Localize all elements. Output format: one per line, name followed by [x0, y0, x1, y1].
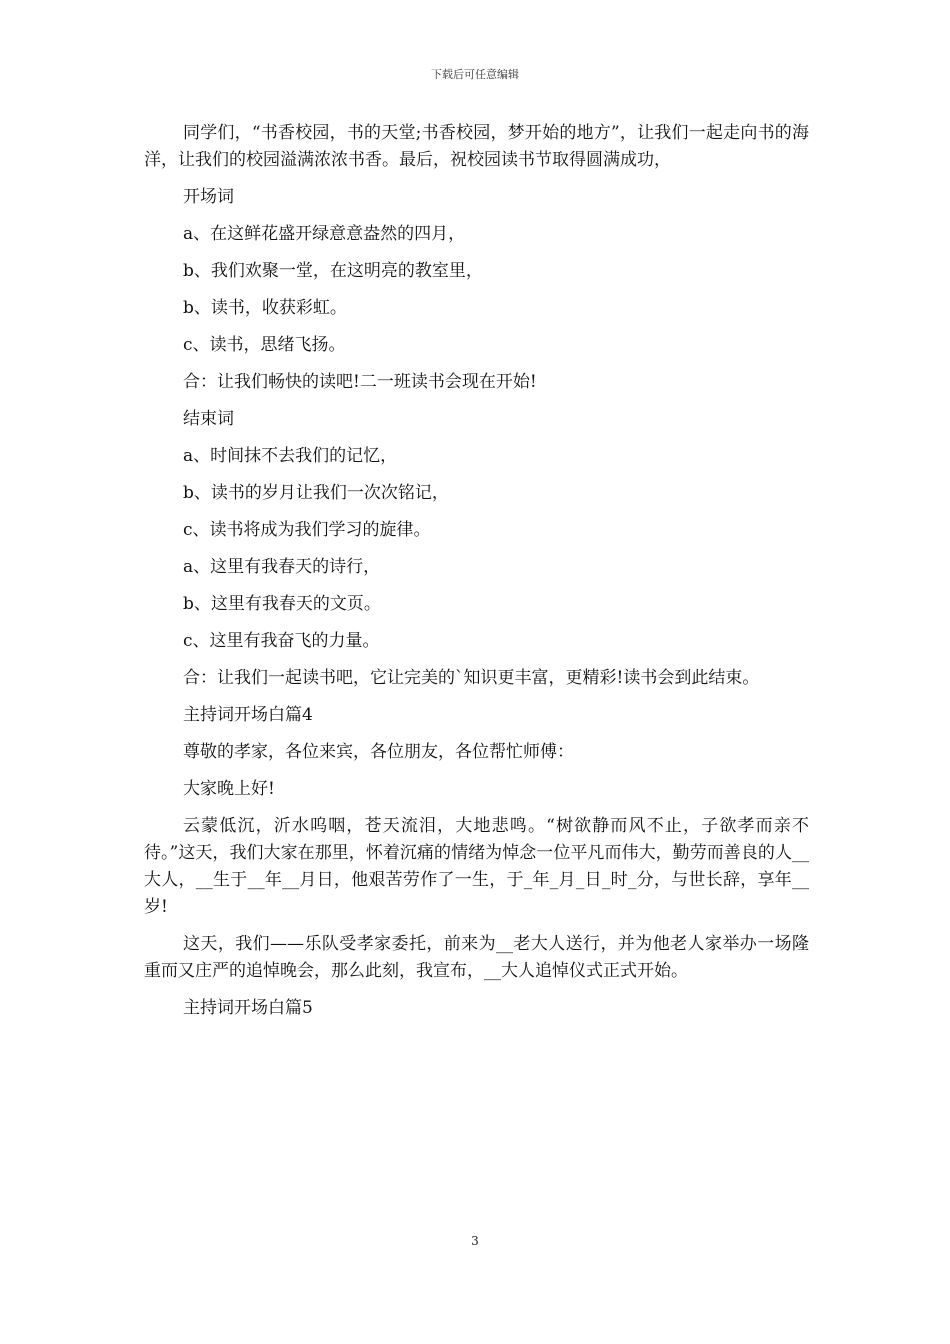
section-heading: 主持词开场白篇5	[183, 998, 313, 1018]
paragraph: c、读书将成为我们学习的旋律。	[183, 520, 431, 540]
paragraph: 合：让我们畅快的读吧!二一班读书会现在开始!	[183, 372, 537, 392]
paragraph: 大家晚上好!	[183, 779, 275, 799]
section-heading: 开场词	[183, 187, 234, 207]
paragraph: b、读书，收获彩虹。	[183, 298, 347, 318]
document-body	[144, 120, 809, 1032]
paragraph: 云蒙低沉，沂水呜咽，苍天流泪，大地悲鸣。“树欲静而风不止，子欲孝而亲不待。”这天，我们大家在那里，怀着沉痛的情绪为悼念一位平凡而伟大，勤劳而善良的人__大人，__生于__年__月日，他艰苦劳作了一生，于_年_月_日_时_分，与世长辞，享年__岁!	[144, 816, 809, 917]
paragraph: a、时间抹不去我们的记忆，	[183, 446, 398, 466]
page-header: 下载后可任意编辑	[431, 68, 519, 81]
section-heading: 结束词	[183, 409, 234, 429]
paragraph: a、在这鲜花盛开绿意意盎然的四月，	[183, 224, 466, 244]
paragraph: 同学们，“书香校园，书的天堂;书香校园，梦开始的地方”，让我们一起走向书的海洋，让我们的校园溢满浓浓书香。最后，祝校园读书节取得圆满成功，	[144, 123, 809, 170]
section-heading: 主持词开场白篇4	[183, 705, 313, 725]
paragraph: c、这里有我奋飞的力量。	[183, 631, 380, 651]
paragraph: b、我们欢聚一堂，在这明亮的教室里，	[183, 261, 483, 281]
paragraph: 合：让我们一起读书吧，它让完美的`知识更丰富，更精彩!读书会到此结束。	[183, 668, 760, 688]
paragraph: c、读书，思绪飞扬。	[183, 335, 346, 355]
paragraph: b、读书的岁月让我们一次次铭记，	[183, 483, 449, 503]
paragraph: 这天，我们——乐队受孝家委托，前来为__老大人送行，并为他老人家举办一场隆重而又庄严的追悼晚会，那么此刻，我宣布，__大人追悼仪式正式开始。	[144, 934, 809, 981]
paragraph: b、这里有我春天的文页。	[183, 594, 381, 614]
paragraph: 尊敬的孝家，各位来宾，各位朋友，各位帮忙师傅：	[183, 742, 574, 762]
paragraph: a、这里有我春天的诗行，	[183, 557, 381, 577]
page-number: 3	[471, 1234, 479, 1248]
